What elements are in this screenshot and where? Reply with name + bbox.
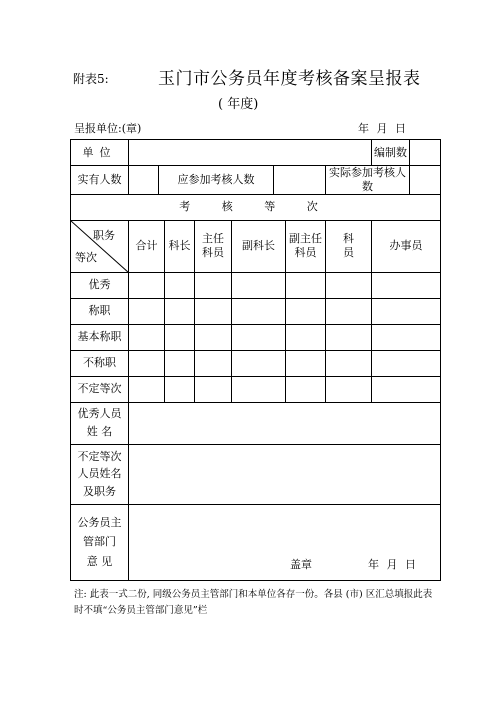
col-section-chief: 科长 [165,220,195,272]
should-participate-label: 应参加考核人数 [159,166,274,195]
undetermined-names-label: 不定等次 人员姓名 及职务 [71,444,129,504]
cell-competent-principal[interactable] [195,298,232,324]
submitting-unit-label: 呈报单位:(章) [74,122,142,135]
cell-incompetent-chief[interactable] [165,350,195,376]
row-excellent-names [71,402,441,444]
cell-undetermined-staff[interactable] [326,376,372,402]
row-counts [71,166,441,195]
submission-date: 年 月 日 [358,122,408,135]
cell-excellent-total[interactable] [129,272,165,298]
year-line: ( 年度) [218,97,259,112]
cell-basic-deputy-chief[interactable] [232,324,286,350]
col-deputy-chief: 副科长 [232,220,286,272]
actual-count-label: 实有人数 [71,166,129,195]
cell-competent-staff[interactable] [326,298,372,324]
cell-competent-deputy-chief[interactable] [232,298,286,324]
cell-undetermined-principal[interactable] [195,376,232,402]
attachment-label: 附表5: [73,72,109,86]
opinion-date: 年 月 日 [368,557,419,571]
cell-incompetent-deputy-principal[interactable] [286,350,326,376]
cell-undetermined-chief[interactable] [165,376,195,402]
grade-header: 考 核 等 次 [71,194,441,220]
opinion-label: 公务员主 管部门 意 见 [71,504,129,580]
row-grade-excellent [71,272,441,298]
grade-excellent-label: 优秀 [71,272,129,298]
cell-incompetent-total[interactable] [129,350,165,376]
row-grade-header [71,194,441,220]
col-total: 合计 [129,220,165,272]
cell-basic-principal[interactable] [195,324,232,350]
should-participate-field[interactable] [274,166,326,195]
cell-undetermined-deputy-principal[interactable] [286,376,326,402]
row-grade-competent [71,298,441,324]
cell-basic-clerk[interactable] [372,324,441,350]
cell-undetermined-deputy-chief[interactable] [232,376,286,402]
unit-field[interactable] [129,140,372,166]
excellent-names-label: 优秀人员 姓 名 [71,402,129,444]
unit-label: 单位 [71,140,129,166]
cell-basic-deputy-principal[interactable] [286,324,326,350]
cell-undetermined-clerk[interactable] [372,376,441,402]
cell-undetermined-total[interactable] [129,376,165,402]
row-grade-incompetent [71,350,441,376]
cell-excellent-deputy-principal[interactable] [286,272,326,298]
col-deputy-principal-staff: 副主任 科员 [286,220,326,272]
grade-undetermined-label: 不定等次 [71,376,129,402]
grade-competent-label: 称职 [71,298,129,324]
stamp-label: 盖章 [290,557,313,571]
footnote: 注: 此表一式二份, 同级公务员主管部门和本单位各存一份。各县 (市) 区汇总填报此表时不填“公务员主管部门意见”栏 [74,589,433,616]
undetermined-names-field[interactable] [129,444,441,504]
row-unit [71,140,441,166]
cell-incompetent-clerk[interactable] [372,350,441,376]
cell-competent-clerk[interactable] [372,298,441,324]
excellent-names-field[interactable] [129,402,441,444]
col-staff-member: 科 员 [326,220,372,272]
actual-participate-field[interactable] [410,166,441,195]
cell-basic-staff[interactable] [326,324,372,350]
cell-incompetent-principal[interactable] [195,350,232,376]
row-position-headers [71,220,441,272]
actual-participate-label: 实际参加考核人数 [326,166,410,195]
staff-quota-label: 编制数 [372,140,410,166]
diagonal-header-cell [71,220,129,272]
cell-excellent-principal[interactable] [195,272,232,298]
diagonal-position-label: 职务 [93,228,115,242]
col-clerk: 办事员 [372,220,441,272]
cell-incompetent-deputy-chief[interactable] [232,350,286,376]
cell-excellent-staff[interactable] [326,272,372,298]
row-opinion [71,504,441,580]
grade-incompetent-label: 不称职 [71,350,129,376]
opinion-field[interactable] [129,504,441,580]
cell-excellent-deputy-chief[interactable] [232,272,286,298]
cell-basic-total[interactable] [129,324,165,350]
cell-excellent-clerk[interactable] [372,272,441,298]
diagonal-grade-label: 等次 [75,250,97,264]
staff-quota-field[interactable] [410,140,441,166]
row-grade-basic [71,324,441,350]
cell-competent-chief[interactable] [165,298,195,324]
row-grade-undetermined [71,376,441,402]
report-form-table [70,139,441,581]
actual-count-field[interactable] [129,166,159,195]
col-principal-staff: 主任 科员 [195,220,232,272]
cell-competent-total[interactable] [129,298,165,324]
row-undetermined-names [71,444,441,504]
grade-basic-label: 基本称职 [71,324,129,350]
cell-basic-chief[interactable] [165,324,195,350]
cell-competent-deputy-principal[interactable] [286,298,326,324]
cell-incompetent-staff[interactable] [326,350,372,376]
form-title: 玉门市公务员年度考核备案呈报表 [158,69,421,89]
cell-excellent-chief[interactable] [165,272,195,298]
